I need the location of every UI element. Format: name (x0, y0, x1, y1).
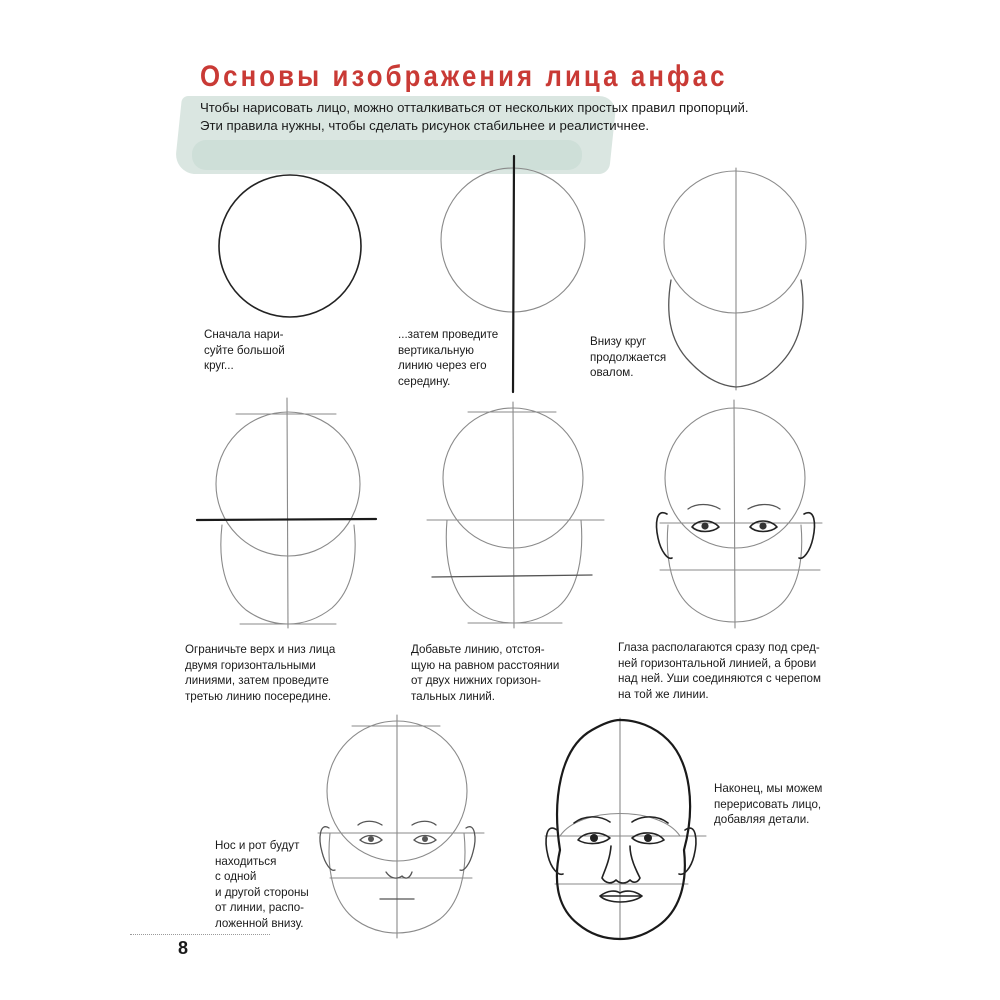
caption-step-1 (204, 327, 285, 374)
right-iris (759, 522, 766, 529)
caption-step-6 (618, 640, 821, 702)
caption-line: круг... (204, 359, 234, 372)
nose-line (432, 575, 592, 577)
caption-line: от двух нижних горизон- (411, 674, 541, 687)
step-1-drawing (219, 175, 361, 317)
page-number: 8 (178, 938, 189, 958)
caption-line: Сначала нари- (204, 328, 284, 341)
caption-line: и другой стороны (215, 885, 309, 899)
head-circle (219, 175, 361, 317)
right-eyebrow (748, 505, 780, 510)
caption-line: от линии, распо- (215, 901, 305, 914)
left-iris (368, 836, 374, 842)
right-iris (644, 834, 652, 842)
caption-line: вертикальную (398, 343, 474, 357)
caption-line: щую на равном расстоянии (411, 658, 560, 672)
caption-line: добавляя детали. (714, 813, 810, 826)
nose (386, 872, 412, 878)
caption-line: Ограничьте верх и низ лица (185, 643, 336, 656)
caption-step-5 (411, 642, 559, 704)
caption-line: суйте большой (204, 343, 285, 357)
step-5-drawing (427, 402, 604, 628)
caption-line: ней горизонтальной линией, а брови (618, 656, 817, 670)
caption-line: линию через его (398, 359, 487, 372)
caption-line: Внизу круг (590, 335, 647, 348)
middle-line (197, 519, 376, 520)
nose (602, 846, 640, 883)
step-7-drawing (318, 715, 484, 938)
left-eyebrow (574, 817, 610, 823)
footer-rule (130, 934, 270, 935)
step-4-drawing (197, 398, 376, 628)
caption-step-3 (590, 334, 666, 381)
caption-line: середину. (398, 374, 451, 388)
step-8-drawing (545, 718, 706, 939)
intro-line: Чтобы нарисовать лицо, можно отталкиваться от нескольких простых правил пропорций. (200, 100, 749, 115)
caption-line: двумя горизонтальными (185, 658, 316, 672)
vertical-center-line (734, 400, 735, 628)
caption-line: Наконец, мы можем (714, 782, 823, 795)
page-title: Основы изображения лица анфас (200, 60, 728, 93)
caption-line: Нос и рот будут (215, 839, 300, 852)
caption-step-4 (185, 642, 335, 704)
right-eyebrow (412, 821, 436, 825)
left-iris (590, 834, 598, 842)
caption-line: перерисовать лицо, (714, 797, 822, 811)
head-circle (664, 171, 806, 313)
caption-line: тальных линий. (411, 689, 496, 703)
caption-line: третью линию посередине. (185, 689, 332, 703)
step-6-drawing (657, 400, 822, 628)
caption-line: продолжается (590, 350, 667, 364)
left-eyebrow (688, 505, 720, 510)
left-eyebrow (358, 821, 382, 825)
caption-step-2 (398, 327, 498, 389)
caption-line: Глаза располагаются сразу под сред- (618, 641, 820, 654)
caption-line: с одной (215, 870, 257, 883)
face-outline (557, 720, 690, 939)
vertical-center-line (513, 402, 514, 628)
caption-line: ...затем проведите (398, 328, 499, 341)
caption-line: находиться (215, 854, 277, 868)
step-3-drawing (664, 168, 806, 390)
vertical-center-line (513, 156, 514, 392)
caption-line: над ней. Уши соединяются с черепом (618, 672, 821, 685)
vertical-center-line (287, 398, 288, 628)
caption-line: линиями, затем проведите (185, 674, 329, 687)
caption-line: ложенной внизу. (215, 916, 304, 930)
caption-step-7 (215, 838, 309, 931)
caption-line: на той же линии. (618, 687, 709, 701)
left-iris (701, 522, 708, 529)
left-ear (657, 513, 672, 559)
caption-line: овалом. (590, 366, 634, 379)
caption-step-8 (714, 781, 822, 828)
caption-line: Добавьте линию, отстоя- (411, 643, 545, 656)
intro-line: Эти правила нужны, чтобы сделать рисунок стабильнее и реалистичнее. (200, 118, 650, 133)
right-iris (422, 836, 428, 842)
